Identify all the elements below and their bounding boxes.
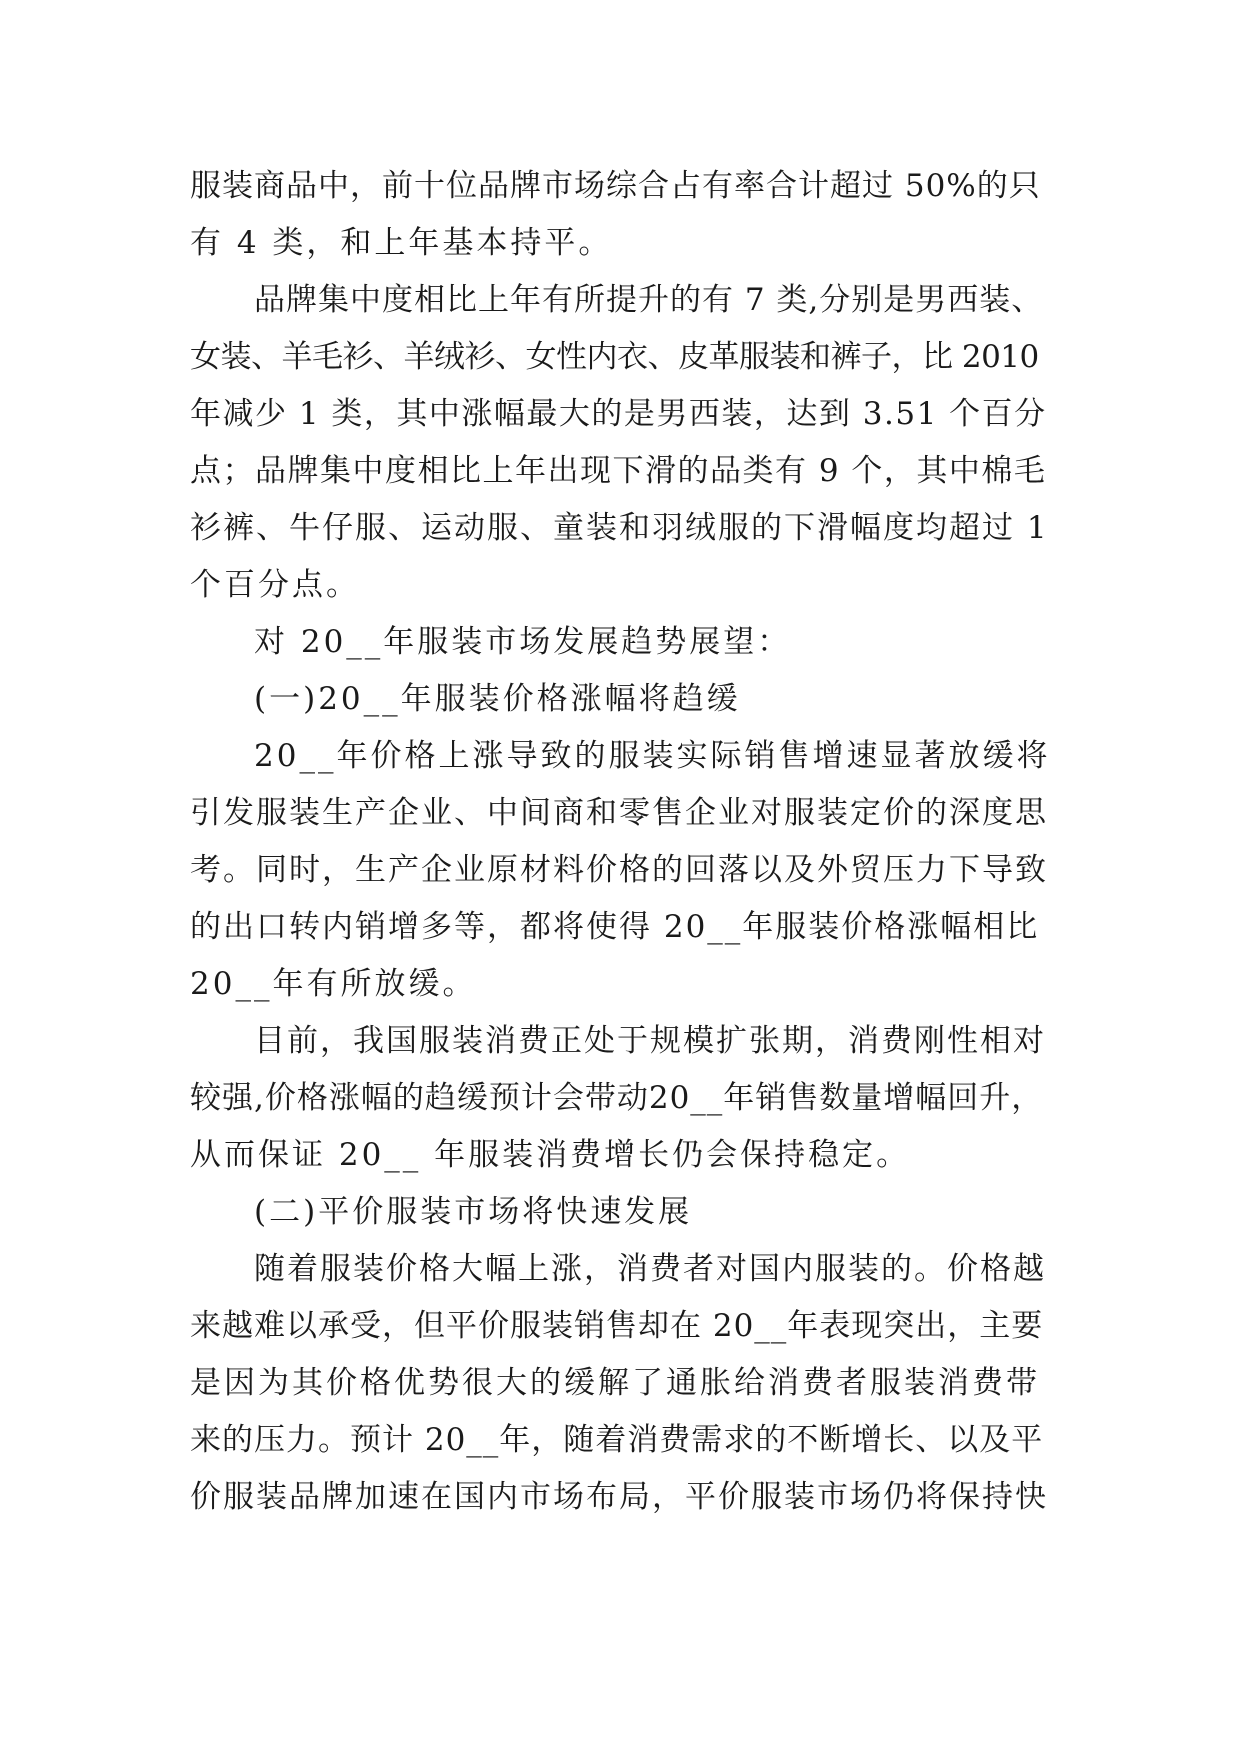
text-line: 20__年价格上涨导致的服装实际销售增速显著放缓将 [254, 738, 1051, 774]
text-line: 品牌集中度相比上年有所提升的有 7 类,分别是男西装、 [254, 282, 1044, 318]
document-body [190, 158, 1050, 1526]
text-line: 是因为其价格优势很大的缓解了通胀给消费者服装消费带 [190, 1365, 1040, 1401]
text-line: 个百分点。 [190, 567, 360, 603]
text-line: 考。同时，生产企业原材料价格的回落以及外贸压力下导致 [190, 852, 1048, 888]
text-line: 价服装品牌加速在国内市场布局，平价服装市场仍将保持快 [190, 1479, 1048, 1515]
text-line: 来的压力。预计 20__年，随着消费需求的不断增长、以及平 [190, 1422, 1044, 1458]
text-line: (一)20__年服装价格涨幅将趋缓 [254, 681, 741, 717]
text-line: 的出口转内销增多等，都将使得 20__年服装价格涨幅相比 [190, 909, 1040, 945]
text-line: 年减少 1 类，其中涨幅最大的是男西装，达到 3.51 个百分 [190, 396, 1047, 432]
text-line: 女装、羊毛衫、羊绒衫、女性内衣、皮革服装和裤子，比 2010 [190, 339, 1039, 375]
text-line: 服装商品中，前十位品牌市场综合占有率合计超过 50%的只 [190, 168, 1041, 204]
text-line: 目前，我国服装消费正处于规模扩张期，消费刚性相对 [254, 1023, 1046, 1059]
text-line: 从而保证 20__ 年服装消费增长仍会保持稳定。 [190, 1137, 911, 1173]
text-line: 对 20__年服装市场发展趋势展望： [254, 624, 792, 660]
text-line: 来越难以承受，但平价服装销售却在 20__年表现突出，主要 [190, 1308, 1044, 1344]
text-line: 20__年有所放缓。 [190, 966, 477, 1002]
text-line: 随着服装价格大幅上涨，消费者对国内服装的。价格越 [254, 1251, 1046, 1287]
text-line: 引发服装生产企业、中间商和零售企业对服装定价的深度思 [190, 795, 1048, 831]
text-line: 衫裤、牛仔服、运动服、童装和羽绒服的下滑幅度均超过 1 [190, 510, 1049, 546]
text-line: 有 4 类，和上年基本持平。 [190, 225, 613, 261]
text-line: 较强,价格涨幅的趋缓预计会带动20__年销售数量增幅回升， [190, 1080, 1044, 1116]
text-line: 点；品牌集中度相比上年出现下滑的品类有 9 个，其中棉毛 [190, 453, 1047, 489]
text-line: (二)平价服装市场将快速发展 [254, 1194, 693, 1230]
